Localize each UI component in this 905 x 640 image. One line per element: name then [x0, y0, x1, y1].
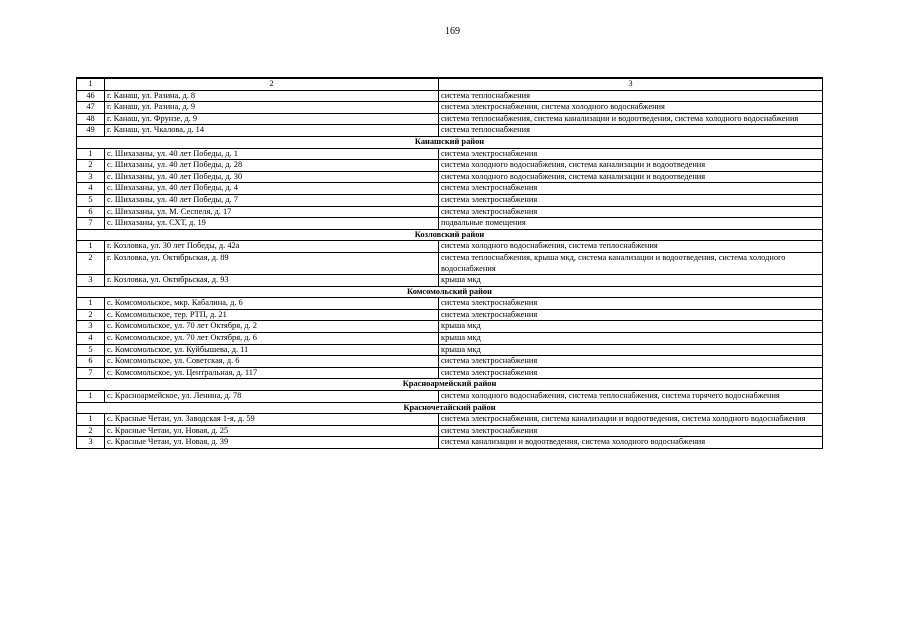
row-address: с. Комсомольское, ул. Центральная, д. 117: [105, 367, 439, 379]
row-systems: система электроснабжения: [439, 309, 823, 321]
row-number: 4: [77, 183, 105, 195]
row-address: с. Шихазаны, ул. 40 лет Победы, д. 4: [105, 183, 439, 195]
row-systems: система канализации и водоотведения, система холодного водоснабжения: [439, 437, 823, 449]
objects-table: [76, 77, 823, 449]
table-row: [77, 252, 823, 274]
row-address: с. Шихазаны, ул. СХТ, д. 19: [105, 218, 439, 230]
row-systems: система электроснабжения, система холодного водоснабжения: [439, 102, 823, 114]
section-title: Красноармейский район: [77, 379, 823, 391]
row-number: 6: [77, 206, 105, 218]
table-row: [77, 160, 823, 172]
row-number: 1: [77, 298, 105, 310]
section-title: Комсомольский район: [77, 286, 823, 298]
row-address: с. Красные Четаи, ул. Новая, д. 39: [105, 437, 439, 449]
row-number: 3: [77, 171, 105, 183]
row-address: с. Красноармейское, ул. Ленина, д. 78: [105, 391, 439, 403]
row-systems: система холодного водоснабжения, система теплоснабжения, система горячего водоснабжения: [439, 391, 823, 403]
row-address: с. Красные Четаи, ул. Новая, д. 25: [105, 425, 439, 437]
table-row: [77, 356, 823, 368]
table-row: [77, 183, 823, 195]
table-row: [77, 391, 823, 403]
table-row: [77, 275, 823, 287]
table-row: [77, 298, 823, 310]
row-systems: система электроснабжения: [439, 206, 823, 218]
column-header-number: 1: [77, 78, 105, 90]
row-number: 4: [77, 333, 105, 345]
row-number: 7: [77, 367, 105, 379]
row-systems: система электроснабжения: [439, 356, 823, 368]
row-number: 1: [77, 241, 105, 253]
row-number: 2: [77, 252, 105, 274]
row-systems: система теплоснабжения: [439, 90, 823, 102]
table-row: [77, 344, 823, 356]
row-number: 7: [77, 218, 105, 230]
table-row: [77, 414, 823, 426]
row-address: г. Козловка, ул. 30 лет Победы, д. 42а: [105, 241, 439, 253]
section-title: Канашский район: [77, 136, 823, 148]
row-systems: система теплоснабжения, крыша мкд, система канализации и водоотведения, система холодного водоснабжения: [439, 252, 823, 274]
row-systems: система электроснабжения: [439, 148, 823, 160]
row-systems: подвальные помещения: [439, 218, 823, 230]
row-number: 5: [77, 194, 105, 206]
row-address: с. Шихазаны, ул. 40 лет Победы, д. 30: [105, 171, 439, 183]
table-header-row: [77, 78, 823, 90]
row-systems: крыша мкд: [439, 275, 823, 287]
table-row: [77, 437, 823, 449]
row-address: с. Комсомольское, мкр. Кабалина, д. 6: [105, 298, 439, 310]
row-number: 47: [77, 102, 105, 114]
row-number: 1: [77, 414, 105, 426]
row-number: 1: [77, 391, 105, 403]
table-row: [77, 102, 823, 114]
table-row: [77, 218, 823, 230]
row-systems: система электроснабжения: [439, 298, 823, 310]
row-number: 2: [77, 425, 105, 437]
row-number: 2: [77, 309, 105, 321]
row-address: с. Шихазаны, ул. 40 лет Победы, д. 1: [105, 148, 439, 160]
table-row: [77, 125, 823, 137]
table-body: [77, 78, 823, 449]
row-systems: система электроснабжения, система канализации и водоотведения, система холодного водоснабжения: [439, 414, 823, 426]
section-header-row: [77, 402, 823, 414]
row-address: г. Канаш, ул. Разина, д. 9: [105, 102, 439, 114]
row-address: г. Козловка, ул. Октябрьская, д. 89: [105, 252, 439, 274]
row-systems: система теплоснабжения: [439, 125, 823, 137]
row-number: 46: [77, 90, 105, 102]
column-header-systems: 3: [439, 78, 823, 90]
table-row: [77, 194, 823, 206]
section-title: Козловский район: [77, 229, 823, 241]
row-systems: система электроснабжения: [439, 367, 823, 379]
section-title: Красночетайский район: [77, 402, 823, 414]
row-systems: система электроснабжения: [439, 183, 823, 195]
section-header-row: [77, 136, 823, 148]
row-address: г. Козловка, ул. Октябрьская, д. 93: [105, 275, 439, 287]
row-number: 49: [77, 125, 105, 137]
table-row: [77, 425, 823, 437]
row-address: с. Шихазаны, ул. 40 лет Победы, д. 7: [105, 194, 439, 206]
row-address: г. Канаш, ул. Разина, д. 8: [105, 90, 439, 102]
row-systems: система холодного водоснабжения, система теплоснабжения: [439, 241, 823, 253]
row-systems: крыша мкд: [439, 321, 823, 333]
row-systems: крыша мкд: [439, 333, 823, 345]
row-number: 2: [77, 160, 105, 172]
row-number: 48: [77, 113, 105, 125]
row-address: с. Комсомольское, тер. РТП, д. 21: [105, 309, 439, 321]
column-header-address: 2: [105, 78, 439, 90]
row-systems: система холодного водоснабжения, система канализации и водоотведения: [439, 160, 823, 172]
row-number: 3: [77, 321, 105, 333]
section-header-row: [77, 229, 823, 241]
table-row: [77, 206, 823, 218]
row-address: с. Комсомольское, ул. 70 лет Октября, д. 2: [105, 321, 439, 333]
row-number: 6: [77, 356, 105, 368]
row-systems: система холодного водоснабжения, система канализации и водоотведения: [439, 171, 823, 183]
row-address: с. Комсомольское, ул. 70 лет Октября, д. 6: [105, 333, 439, 345]
row-systems: система теплоснабжения, система канализации и водоотведения, система холодного водоснабжения: [439, 113, 823, 125]
table-row: [77, 321, 823, 333]
table-row: [77, 171, 823, 183]
table-row: [77, 241, 823, 253]
section-header-row: [77, 286, 823, 298]
table-row: [77, 90, 823, 102]
row-systems: система электроснабжения: [439, 194, 823, 206]
row-address: г. Канаш, ул. Фрунзе, д. 9: [105, 113, 439, 125]
row-number: 3: [77, 437, 105, 449]
section-header-row: [77, 379, 823, 391]
row-systems: крыша мкд: [439, 344, 823, 356]
row-systems: система электроснабжения: [439, 425, 823, 437]
table-row: [77, 309, 823, 321]
table-row: [77, 148, 823, 160]
table-row: [77, 333, 823, 345]
row-address: г. Канаш, ул. Чкалова, д. 14: [105, 125, 439, 137]
page-number: 169: [445, 26, 460, 37]
row-address: с. Комсомольское, ул. Куйбышева, д. 11: [105, 344, 439, 356]
row-address: с. Шихазаны, ул. М. Сеспеля, д. 17: [105, 206, 439, 218]
row-number: 1: [77, 148, 105, 160]
row-address: с. Комсомольское, ул. Советская, д. 6: [105, 356, 439, 368]
row-number: 3: [77, 275, 105, 287]
table-row: [77, 367, 823, 379]
row-address: с. Шихазаны, ул. 40 лет Победы, д. 28: [105, 160, 439, 172]
row-address: с. Красные Четаи, ул. Заводская 1-я, д. 59: [105, 414, 439, 426]
row-number: 5: [77, 344, 105, 356]
table-row: [77, 113, 823, 125]
